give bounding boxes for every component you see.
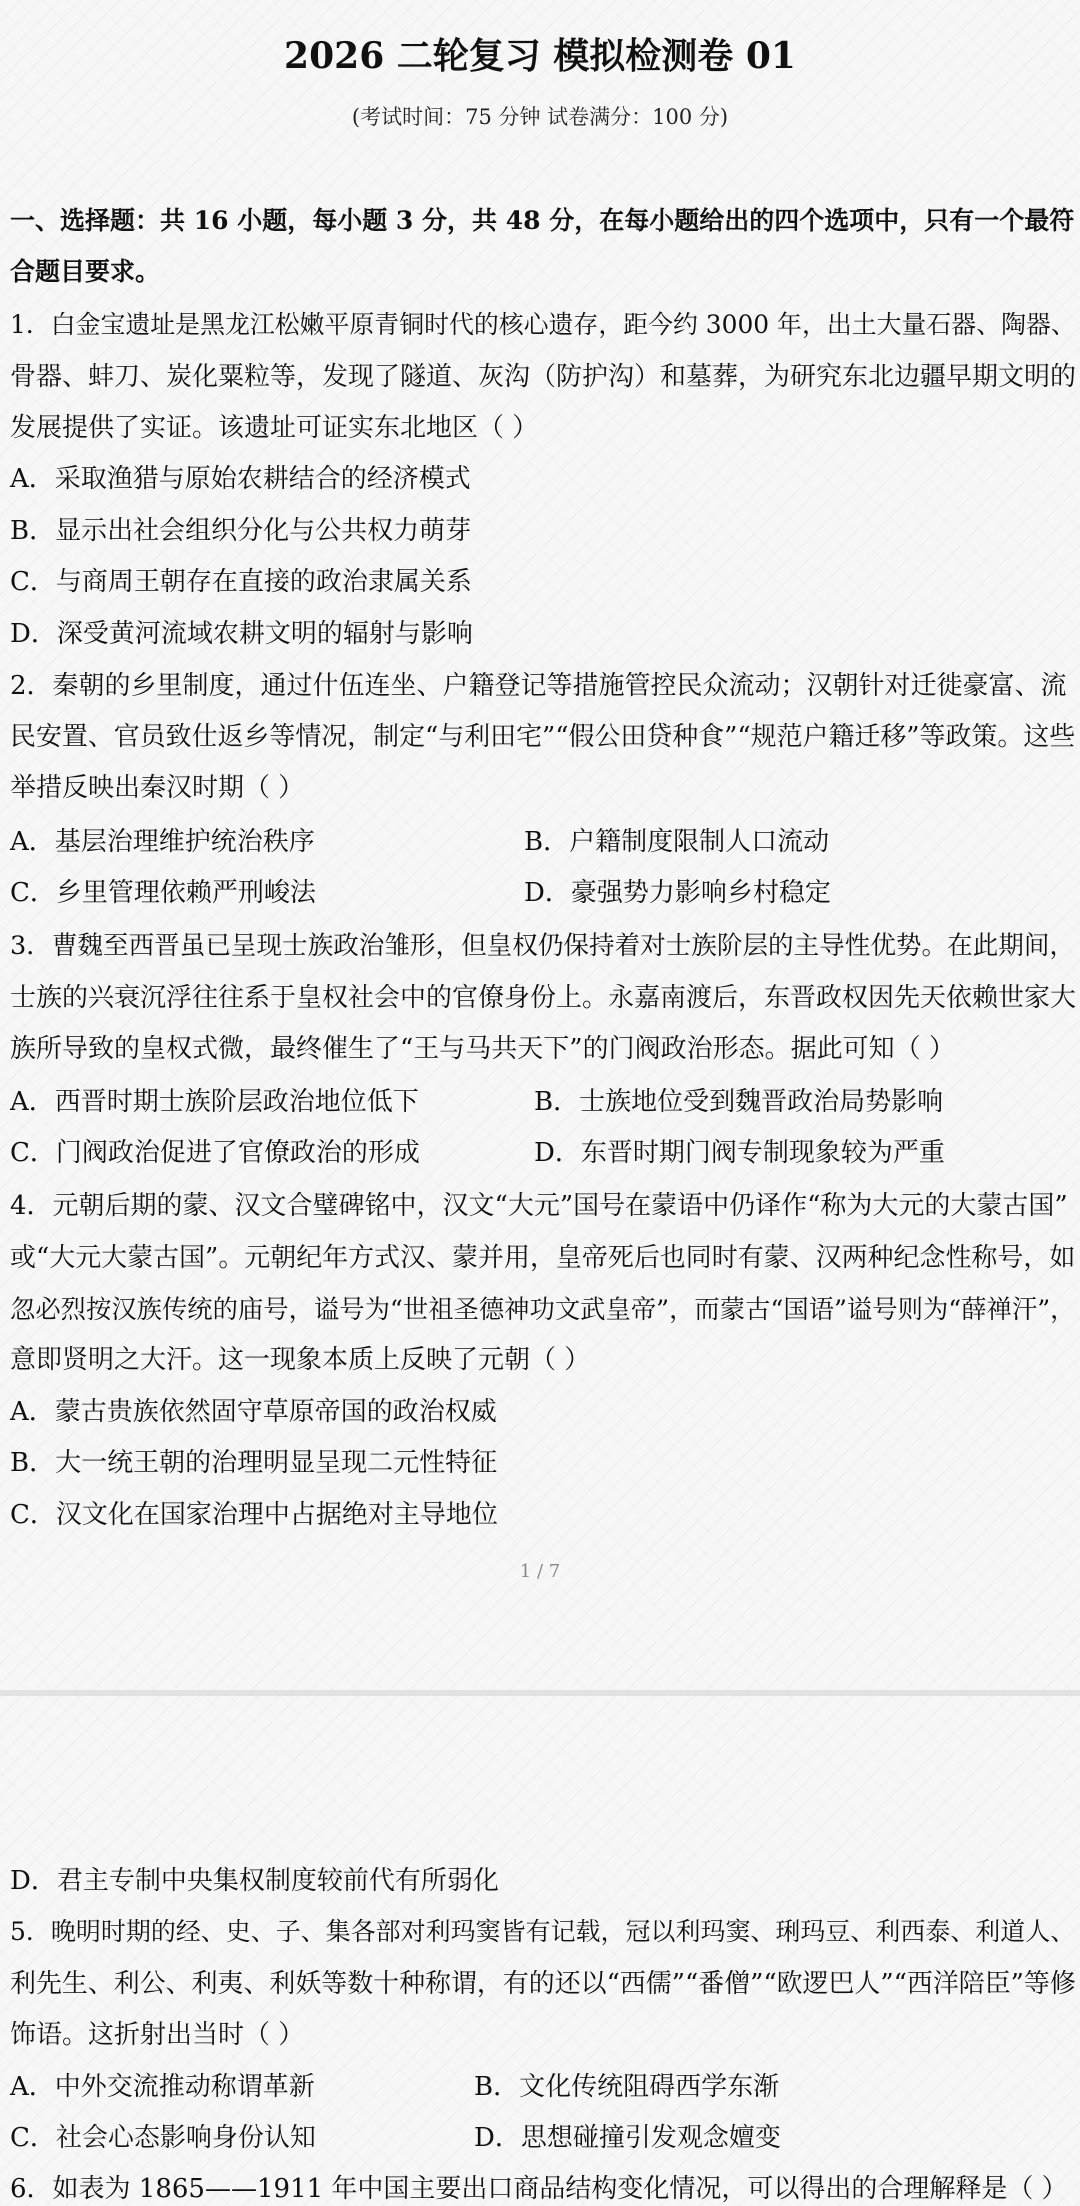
question-3-option-c: C．门阀政治促进了官僚政治的形成 <box>10 1138 420 1168</box>
question-5-option-a: A．中外交流推动称谓革新 <box>10 2072 315 2102</box>
question-3-stem: 3．曹魏至西晋虽已呈现士族政治雏形，但皇权仍保持着对士族阶层的主导性优势。在此期间， <box>10 931 1075 961</box>
question-4-option-b: B．大一统王朝的治理明显呈现二元性特征 <box>10 1448 498 1478</box>
question-1-stem: 骨器、蚌刀、炭化粟粒等，发现了隧道、灰沟（防护沟）和墓葬，为研究东北边疆早期文明的 <box>10 362 1077 392</box>
question-1-option-a: A．采取渔猎与原始农耕结合的经济模式 <box>10 464 471 494</box>
exam-page-2 <box>0 1696 1080 2206</box>
question-1-stem: 1．白金宝遗址是黑龙江松嫩平原青铜时代的核心遗存，距今约 3000 年，出土大量石器、陶器、 <box>10 310 1076 339</box>
exam-subtitle: (考试时间：75 分钟 试卷满分：100 分) <box>351 105 729 129</box>
question-3-option-a: A．西晋时期士族阶层政治地位低下 <box>10 1087 419 1117</box>
question-4-stem: 意即贤明之大汗。这一现象本质上反映了元朝（ ） <box>10 1345 591 1375</box>
question-4-stem: 或“大元大蒙古国”。元朝纪年方式汉、蒙并用，皇帝死后也同时有蒙、汉两种纪念性称号，如 <box>10 1243 1076 1273</box>
question-4-option-c: C．汉文化在国家治理中占据绝对主导地位 <box>10 1500 498 1530</box>
question-2-stem: 举措反映出秦汉时期（ ） <box>10 773 305 803</box>
question-5-option-c: C．社会心态影响身份认知 <box>10 2123 316 2153</box>
question-2-option-c: C．乡里管理依赖严刑峻法 <box>10 878 316 908</box>
exam-title: 2026 二轮复习 模拟检测卷 01 <box>284 35 796 77</box>
question-2-stem: 2．秦朝的乡里制度，通过什伍连坐、户籍登记等措施管控民众流动；汉朝针对迁徙豪富、流 <box>10 671 1067 701</box>
question-5-option-d: D．思想碰撞引发观念嬗变 <box>474 2123 781 2153</box>
question-4-option-a: A．蒙古贵族依然固守草原帝国的政治权威 <box>10 1397 497 1427</box>
question-3-stem: 士族的兴衰沉浮往往系于皇权社会中的官僚身份上。永嘉南渡后，东晋政权因先天依赖世家大 <box>10 983 1077 1013</box>
question-4-stem: 忽必烈按汉族传统的庙号，谥号为“世祖圣德神功文武皇帝”，而蒙古“国语”谥号则为“薛禅汗”， <box>10 1294 1076 1324</box>
question-2-option-b: B．户籍制度限制人口流动 <box>524 827 830 857</box>
question-3-stem: 族所导致的皇权式微，最终催生了“王与马共天下”的门阀政治形态。据此可知（ ） <box>10 1034 955 1064</box>
question-2-option-a: A．基层治理维护统治秩序 <box>10 827 315 857</box>
question-1-option-c: C．与商周王朝存在直接的政治隶属关系 <box>10 567 472 597</box>
question-5-option-b: B．文化传统阻碍西学东渐 <box>474 2072 780 2102</box>
question-1-option-d: D．深受黄河流域农耕文明的辐射与影响 <box>10 619 473 649</box>
question-6-stem: 6．如表为 1865——1911 年中国主要出口商品结构变化情况，可以得出的合理解释是（ ） <box>10 2174 1068 2204</box>
question-2-option-d: D．豪强势力影响乡村稳定 <box>524 878 831 908</box>
section-heading-cont: 合题目要求。 <box>10 257 161 286</box>
question-1-stem: 发展提供了实证。该遗址可证实东北地区（ ） <box>10 413 539 443</box>
question-4-stem: 4．元朝后期的蒙、汉文合璧碑铭中，汉文“大元”国号在蒙语中仍译作“称为大元的大蒙古国” <box>10 1191 1068 1221</box>
question-3-option-b: B．士族地位受到魏晋政治局势影响 <box>534 1087 944 1117</box>
question-4-option-d: D．君主专制中央集权制度较前代有所弱化 <box>10 1866 499 1896</box>
question-3-option-d: D．东晋时期门阀专制现象较为严重 <box>534 1138 945 1168</box>
section-heading: 一、选择题：共 16 小题，每小题 3 分，共 48 分，在每小题给出的四个选项中，只有一个最符 <box>10 206 1075 235</box>
question-2-stem: 民安置、官员致仕返乡等情况，制定“与利田宅”“假公田贷种食”“规范户籍迁移”等政策。这些 <box>10 722 1076 752</box>
question-5-stem: 利先生、利公、利夷、利妖等数十种称谓，有的还以“西儒”“番僧”“欧逻巴人”“西洋陪臣”等修 <box>10 1969 1076 1999</box>
question-5-stem: 5．晚明时期的经、史、子、集各部对利玛窦皆有记载，冠以利玛窦、琍玛豆、利西泰、利道人、 <box>10 1917 1076 1946</box>
page-number: 1 / 7 <box>519 1561 561 1582</box>
question-1-option-b: B．显示出社会组织分化与公共权力萌芽 <box>10 516 472 546</box>
question-5-stem: 饰语。这折射出当时（ ） <box>10 2020 305 2050</box>
